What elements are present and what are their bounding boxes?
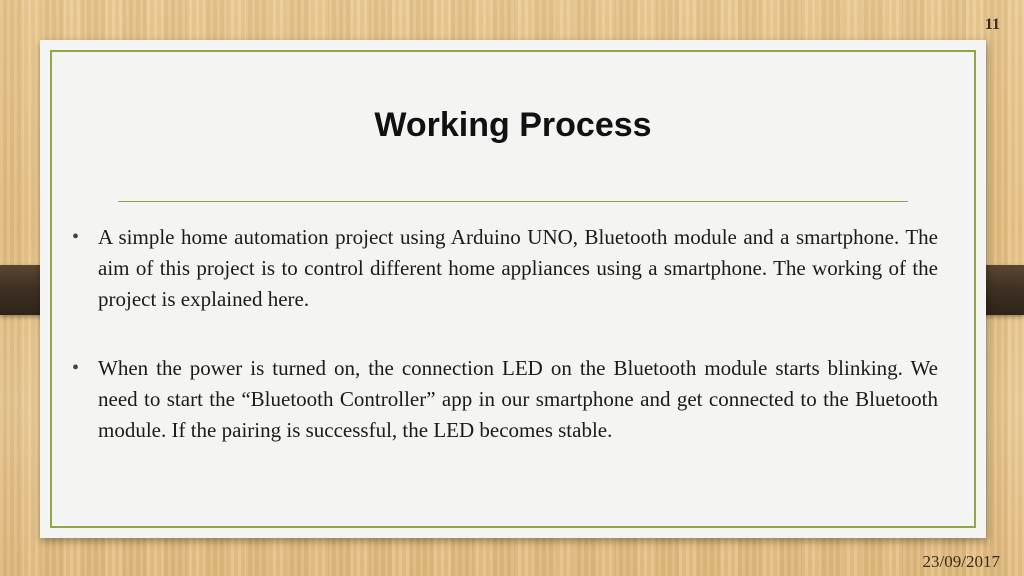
bullet-text: A simple home automation project using Arduino UNO, Bluetooth module and a smartphone. The aim of this project is to control different home appliances using a smartphone. The working of the project is explained here.	[98, 225, 938, 311]
date-footer: 23/09/2017	[922, 552, 1000, 571]
bullet-item	[70, 222, 938, 315]
bullet-dot-icon: •	[72, 357, 80, 379]
title-divider	[118, 201, 908, 202]
bullet-text: When the power is turned on, the connection LED on the Bluetooth module starts blinking. We need to start the “Bluetooth Controller” app in our smartphone and get connected to the Bluetooth module. If the pairing is successful, the LED becomes stable.	[98, 356, 938, 442]
slide-title: Working Process	[374, 106, 652, 144]
bullet-item	[70, 353, 938, 446]
slide-number: 11	[984, 16, 1000, 33]
bullet-dot-icon: •	[72, 226, 80, 248]
bullet-list	[70, 222, 938, 446]
